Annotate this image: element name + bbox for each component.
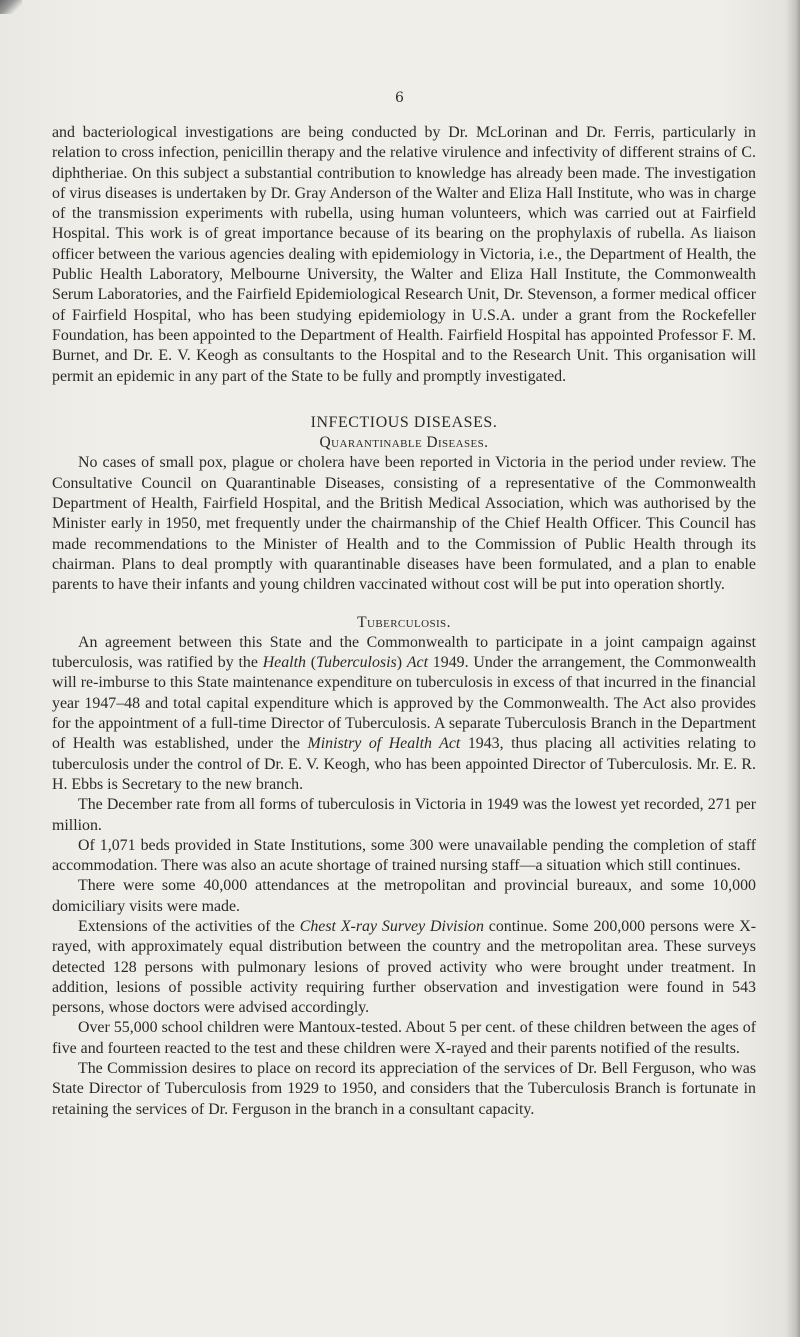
act-word: Act [406, 654, 428, 672]
tuberculosis-paragraph-4: There were some 40,000 attendances at the metropolitan and provincial bureaux, and some 10,000 domiciliary visits were made. [52, 877, 756, 915]
tuberculosis-paragraph-2: The December rate from all forms of tuberculosis in Victoria in 1949 was the lowest yet recorded, 271 per million. [52, 796, 756, 834]
tuberculosis-paragraph-6: Over 55,000 school children were Mantoux-tested. About 5 per cent. of these children between the ages of five and fourteen reacted to the test and these children were X-rayed and their parents notified of the results. [52, 1019, 756, 1057]
text-run: 1943, thus placing all activities relating to tuberculosis under the control of Dr. E. V. Keogh, who has been appointed Director of Tuberculosis. Mr. E. R. H. Ebbs is Secretary to the new branch. [52, 735, 756, 793]
act-title: Health [262, 654, 306, 672]
subheading-quarantinable: Quarantinable Diseases. [319, 434, 489, 452]
page-edge-shadow [786, 0, 800, 1337]
page-number: 6 [395, 90, 405, 106]
text-run: 1949. Under the arrangement, the Commonwealth will re-imburse to this State maintenance expenditure on tuberculosis in excess of that incurred in the financial year 1947–48 and total capital expenditure which is approved by the Commonwealth. The Act also provides for the appointment of a full-time Director of Tuberculosis. A separate Tuberculosis Branch in the Department of Health was established, under the [52, 654, 757, 753]
tuberculosis-paragraph-7: The Commission desires to place on record its appreciation of the services of Dr. Bell Ferguson, who was State Director of Tuberculosis from 1929 to 1950, and considers that the Tuberculosis Branch is fortunate in retaining the services of Dr. Ferguson in the branch in a consultant capacity. [52, 1060, 756, 1118]
spacer [52, 596, 756, 613]
quarantinable-paragraph: No cases of small pox, plague or cholera have been reported in Victoria in the period under review. The Consultative Council on Quarantinable Diseases, consisting of a representative of the Commonwealth Department of Health, Fairfield Hospital, and the British Medical Association, which was authorised by the Minister early in 1950, met frequently under the chairmanship of the Chief Health Officer. This Council has made recommendations to the Minister of Health and to the Commission of Public Health through its chairman. Plans to deal promptly with quarantinable diseases have been formulated, and a plan to enable parents to have their infants and young children vaccinated without cost will be put into operation shortly. [52, 454, 756, 594]
act-title-paren: Tuberculosis [316, 654, 397, 672]
spacer [52, 387, 756, 413]
tuberculosis-paragraph-3: Of 1,071 beds provided in State Institutions, some 300 were unavailable pending the completion of staff accommodation. There was also an acute shortage of trained nursing staff—a situation which still continues. [52, 836, 756, 875]
ministry-act-title: Ministry of Health Act [307, 735, 461, 753]
section-heading: INFECTIOUS DISEASES. [310, 413, 498, 431]
text-run: continue. Some 200,000 persons were X-rayed, with approximately equal distribution between the country and the metropolitan area. These surveys detected 128 persons with pulmonary lesions of proved activity who were brought under treatment. In addition, lesions of possible activity requiring further observation and investigation were found in 543 persons, whose doctors were advised accordingly. [52, 917, 756, 1017]
division-title: Chest X-ray Survey Division [299, 917, 484, 935]
page-corner-shadow [0, 0, 22, 14]
intro-paragraph: and bacteriological investigations are being conducted by Dr. McLorinan and Dr. Ferris, particularly in relation to cross infection, penicillin therapy and the relative virulence and infectivity of different strains of C. diphtheriae. On this subject a substantial contribution to knowledge has already been made. The investigation of virus diseases is undertaken by Dr. Gray Anderson of the Walter and Eliza Hall Institute, who was in charge of the transmission experiments with rubella, using human volunteers, which was carried out at Fairfield Hospital. This work is of great importance because of its bearing on the prophylaxis of rubella. As liaison officer between the various agencies dealing with epidemiology in Victoria, i.e., the Department of Health, the Public Health Laboratory, Melbourne University, the Walter and Eliza Hall Institute, the Commonwealth Serum Laboratories, and the Fairfield Epidemiological Research Unit, Dr. Stevenson, a former medical officer of Fairfield Hospital, who has been studying epidemiology in U.S.A. under a grant from the Rockefeller Foundation, has been appointed to the Department of Health. Fairfield Hospital has appointed Professor F. M. Burnet, and Dr. E. V. Keogh as consultants to the Hospital and to the Research Unit. This organisation will permit an epidemic in any part of the State to be fully and promptly investigated. [52, 124, 756, 385]
text-run: An agreement between this State and the Commonwealth to participate in a joint campaign against tuberculosis, was ratified by the [52, 633, 756, 672]
document-body [52, 123, 756, 1120]
tuberculosis-paragraph-5 [52, 917, 756, 1018]
tuberculosis-paragraph-1: An agreement between this State and the Commonwealth to participate in a joint campaign against tuberculosis, was ratified by the Health (Tuberculosis) Act 1949. Under the arrangement, the Commonwealth will re-imburse to this State maintenance expenditure on tuberculosis in excess of that incurred in the financial year 1947–48 and total capital expenditure which is approved by the Commonwealth. The Act also provides for the appointment of a full-time Director of Tuberculosis. A separate Tuberculosis Branch in the Department of Health was established, under the Ministry of Health Act 1943, thus placing all activities relating to tuberculosis under the control of Dr. E. V. Keogh, who has been appointed Director of Tuberculosis. Mr. E. R. H. Ebbs is Secretary to the new branch. [52, 633, 757, 793]
text-run: Extensions of the activities of the [78, 917, 300, 935]
subheading-tuberculosis: Tuberculosis. [357, 613, 451, 631]
